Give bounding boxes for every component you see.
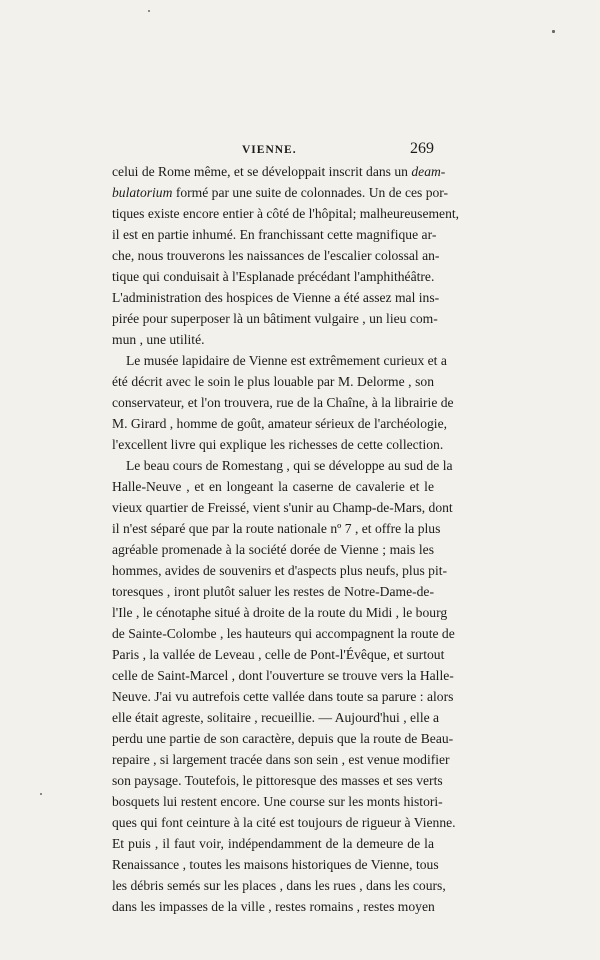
text-line: elle était agreste, solitaire , recueillie. — Aujourd'hui , elle a — [112, 710, 440, 725]
text-line: repaire , si largement tracée dans son sein , est venue modifier — [112, 752, 450, 767]
text-line: mun , une utilité. — [112, 332, 205, 347]
text-line: vieux quartier de Freissé, vient s'unir au Champ-de-Mars, dont — [112, 500, 453, 515]
text-line: Halle-Neuve , et en longeant la caserne de cavalerie et le — [112, 479, 434, 494]
paper-speck — [552, 30, 555, 33]
page-number: 269 — [410, 140, 434, 157]
text-line: il est en partie inhumé. En franchissant cette magnifique ar- — [112, 227, 437, 242]
text-line: bulatorium formé par une suite de colonnades. Un de ces por- — [112, 185, 449, 200]
text-line: celui de Rome même, et se développait inscrit dans un deam- — [112, 164, 446, 179]
text-line: che, nous trouverons les naissances de l'escalier colossal an- — [112, 248, 440, 263]
text-line: Paris , la vallée de Leveau , celle de Pont-l'Évêque, et surtout — [112, 647, 445, 662]
paper-speck — [148, 10, 150, 12]
text-line: Renaissance , toutes les maisons historiques de Vienne, tous — [112, 857, 439, 872]
text-line: conservateur, et l'on trouvera, rue de la Chaîne, à la librairie de — [112, 395, 454, 410]
text-line: ques qui font ceinture à la cité est toujours de rigueur à Vienne. — [112, 815, 456, 830]
text-line: l'Ile , le cénotaphe situé à droite de la route du Midi , le bourg — [112, 605, 448, 620]
running-title: VIENNE. — [242, 144, 297, 156]
text-line: Neuve. J'ai vu autrefois cette vallée dans toute sa parure : alors — [112, 689, 454, 704]
text-line: celle de Saint-Marcel , dont l'ouverture se trouve vers la Halle- — [112, 668, 454, 683]
text-line: Le musée lapidaire de Vienne est extrêmement curieux et a — [126, 353, 447, 368]
text-line: pirée pour superposer là un bâtiment vulgaire , un lieu com- — [112, 311, 438, 326]
body-text — [112, 161, 460, 917]
text-line: son paysage. Toutefois, le pittoresque des masses et ses verts — [112, 773, 443, 788]
page-header — [112, 142, 434, 162]
text-line: dans les impasses de la ville , restes romains , restes moyen — [112, 899, 435, 914]
text-line: L'administration des hospices de Vienne a été assez mal ins- — [112, 290, 440, 305]
text-line: agréable promenade à la société dorée de Vienne ; mais les — [112, 542, 434, 557]
paper-speck — [40, 793, 42, 795]
text-line: toresques , iront plutôt saluer les restes de Notre-Dame-de- — [112, 584, 434, 599]
text-line: tiques existe encore entier à côté de l'hôpital; malheureusement, — [112, 206, 460, 221]
text-line: M. Girard , homme de goût, amateur sérieux de l'archéologie, — [112, 416, 448, 431]
text-line: l'excellent livre qui explique les richesses de cette collection. — [112, 437, 444, 452]
text-line: perdu une partie de son caractère, depuis que la route de Beau- — [112, 731, 454, 746]
text-line: hommes, avides de souvenirs et d'aspects plus neufs, plus pit- — [112, 563, 448, 578]
text-line: bosquets lui restent encore. Une course sur les monts histori- — [112, 794, 443, 809]
text-line: Le beau cours de Romestang , qui se développe au sud de la — [126, 458, 453, 473]
text-line: Et puis , il faut voir, indépendamment de la demeure de la — [112, 836, 434, 851]
text-line: été décrit avec le soin le plus louable par M. Delorme , son — [112, 374, 434, 389]
text-line: les débris semés sur les places , dans les rues , dans les cours, — [112, 878, 446, 893]
text-line: de Sainte-Colombe , les hauteurs qui accompagnent la route de — [112, 626, 455, 641]
text-line: tique qui conduisait à l'Esplanade précédant l'amphithéâtre. — [112, 269, 435, 284]
text-line: il n'est séparé que par la route nationale nº 7 , et offre la plus — [112, 521, 441, 536]
